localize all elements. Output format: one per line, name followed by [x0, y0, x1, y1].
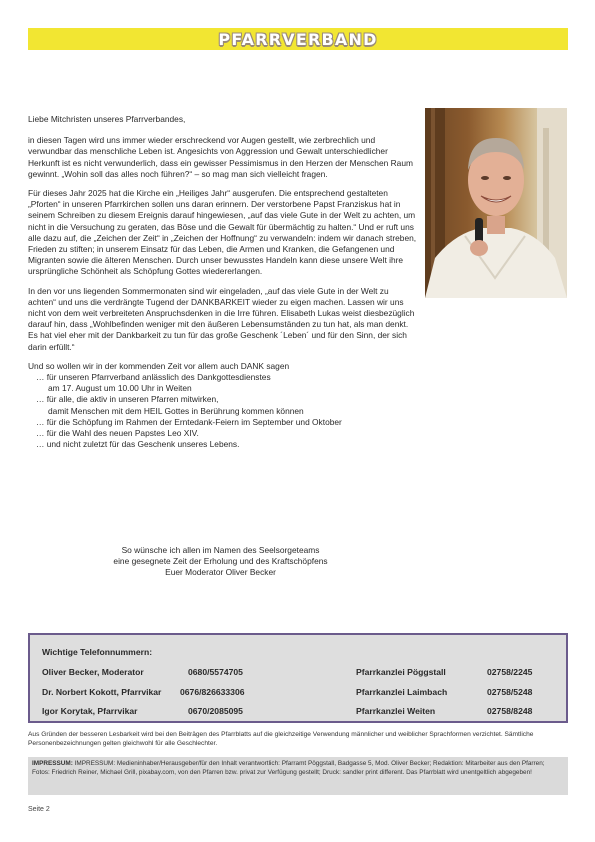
closing-signature: Euer Moderator Oliver Becker: [165, 567, 276, 578]
section-banner: [28, 28, 568, 50]
letter-paragraph-2: Für dieses Jahr 2025 hat die Kirche ein „Heiliges Jahr“ ausgerufen. Die entsprechend gestalteten „Pforten“ in unseren Pfarrkirchen sollen uns daran erinnern. Der verstorbene Papst Franziskus hat in seinem Schreiben zu diesem Ereignis darauf hingewiesen, „auf das viele Gute in der Welt zu achten, um nicht in die Versuchung zu geraten, das Böse und die Gewalt für übermächtig zu halten.“ Und er ruft uns alle dazu auf, die „Zeichen der Zeit“ in „Zeichen der Hoffnung“ zu verwandeln: indem wir danach streben, Frieden zu stiften; in unserem Einsatz für das Leben, die Armen und Kranken, die Gefangenen und Migranten sowie die älteren Menschen. Durch unser bewusstes Handeln kann diese unsere Welt ihre ursprüngliche Schönheit als Schöpfung Gottes wiedererlangen.: [28, 188, 417, 277]
closing-line-1: So wünsche ich allen im Namen des Seelsorgeteams: [121, 545, 320, 555]
letter-paragraph-3: In den vor uns liegenden Sommermonaten sind wir eingeladen, „auf das viele Gute in der Welt zu achten“ und uns die verdrängte Tugend der DANKBARKEIT wieder zu eigen machen. Lassen wir uns nicht von dem weit verbreiteten Anspruchsdenken in die Irre führen. Elisabeth Lukas weist diesbezüglich darauf hin, dass „Wohlbefinden weniger mit den äußeren Lebensumständen zu tun hat, als man denkt. Es hat viel eher mit der Dankbarkeit zu tun für das große Geschenk ´Leben´ und für den Sinn, der sich darin erfüllt.“: [28, 285, 415, 352]
letter-paragraph-1: in diesen Tagen wird uns immer wieder erschreckend vor Augen gestellt, wie zerbrechlich und verwundbar das menschliche Leben ist. Angesichts von Aggression und Gewalt unterschiedlicher Herkunft ist es nicht verwunderlich, dass ein gewisser Pessimismus in den Herzen der Menschen Raum gewinnt. „Wohin soll das alles noch führen?“ – so mag man sich vielleicht fragen.: [28, 135, 413, 179]
list-item: … für die Schöpfung im Rahmen der Erntedank-Feiern im September und Oktober: [36, 416, 342, 427]
phone-number: 02758/8248: [487, 706, 533, 716]
language-disclaimer: Aus Gründen der besseren Lesbarkeit wird bei den Beiträgen des Pfarrblatts auf die gleichzeitige Verwendung männlicher und weiblicher Sprachformen verzichtet. Sämtliche Personenbezeichnungen gelten gleichwohl für alle Geschlechter.: [28, 731, 534, 747]
portrait-illustration: [425, 108, 567, 298]
impressum-text: IMPRESSUM: Medieninhaber/Herausgeber/für den Inhalt verantwortlich: Pfarramt Pöggstall, Badgasse 5, Mod. Oliver Becker; Redaktion: Mitarbeiter aus den Pfarren; Fotos: Friedrich Reiner, Michael Grill, pixabay.com, von den Pfarren bzw. privat zur Verfügung gestellt; Druck: sandler print different. Das Pfarrblatt wird unentgeltlich abgegeben!: [32, 760, 545, 776]
letter-thanks-intro: Und so wollen wir in der kommenden Zeit vor allem auch DANK sagen: [28, 360, 290, 371]
phone-name: Pfarrkanzlei Weiten: [356, 706, 436, 716]
phone-number: 0670/2085095: [188, 706, 243, 716]
phone-number: 02758/5248: [487, 687, 533, 697]
phone-name: Pfarrkanzlei Laimbach: [356, 687, 448, 697]
phone-numbers-box: [28, 633, 568, 723]
banner-title: PFARRVERBAND: [218, 29, 378, 49]
list-item: damit Menschen mit dem HEIL Gottes in Berührung kommen können: [48, 405, 304, 416]
phone-name: Pfarrkanzlei Pöggstall: [356, 667, 446, 677]
phone-number: 0680/5574705: [188, 667, 243, 677]
moderator-photo: [425, 108, 567, 298]
list-item: … und nicht zuletzt für das Geschenk unseres Lebens.: [36, 439, 240, 450]
list-item: … für die Wahl des neuen Papstes Leo XIV.: [36, 428, 199, 439]
list-item: … für unseren Pfarrverband anlässlich des Dankgottesdienstes: [36, 372, 271, 383]
phone-name: Dr. Norbert Kokott, Pfarrvikar: [42, 687, 162, 697]
letter-salutation: Liebe Mitchristen unseres Pfarrverbandes,: [28, 114, 186, 124]
impressum-label: IMPRESSUM:: [32, 760, 73, 767]
phone-box-title: Wichtige Telefonnummern:: [42, 647, 153, 657]
impressum-box: [28, 757, 568, 795]
phone-number: 0676/826633306: [180, 687, 245, 697]
phone-name: Oliver Becker, Moderator: [42, 667, 144, 677]
letter-signoff: [28, 545, 413, 579]
page-number: Seite 2: [28, 806, 50, 813]
letter-body: [28, 114, 418, 450]
list-item: am 17. August um 10.00 Uhr in Weiten: [48, 383, 192, 394]
closing-line-2: eine gesegnete Zeit der Erholung und des Kraftschöpfens: [113, 556, 328, 567]
list-item: … für alle, die aktiv in unseren Pfarren mitwirken,: [36, 394, 219, 405]
phone-number: 02758/2245: [487, 667, 533, 677]
phone-name: Igor Korytak, Pfarrvikar: [42, 706, 138, 716]
